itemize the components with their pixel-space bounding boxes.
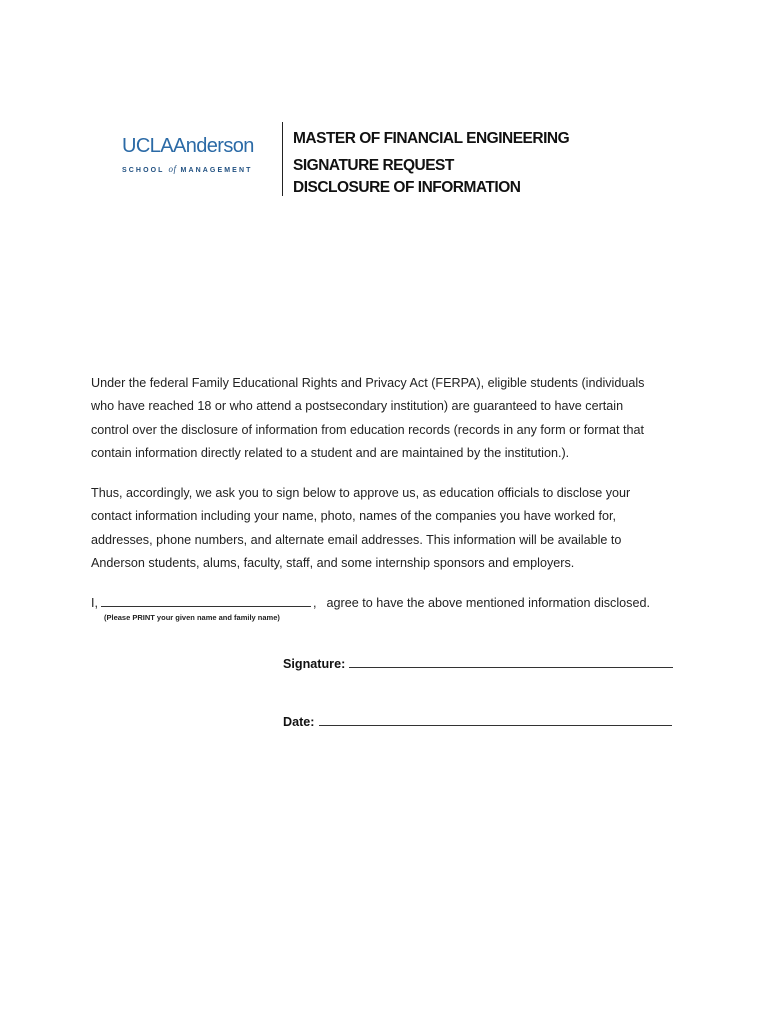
paragraph-line: who have reached 18 or who attend a postsecondary institution) are guaranteed to have certain	[91, 399, 624, 414]
paragraph-line: control over the disclosure of information from education records (records in any form or format that	[91, 422, 644, 437]
paragraph-line: Thus, accordingly, we ask you to sign below to approve us, as education officials to disclose your	[91, 486, 631, 500]
date-field[interactable]	[319, 713, 672, 726]
ucla-anderson-logo	[122, 134, 272, 174]
header-divider	[282, 122, 283, 196]
consent-prefix: I,	[91, 596, 98, 610]
paragraph-line: contact information including your name, photo, names of the companies you have worked for,	[91, 509, 617, 524]
ferpa-paragraph	[91, 372, 681, 465]
printed-name-field[interactable]	[101, 594, 311, 607]
program-title: MASTER OF FINANCIAL ENGINEERING	[293, 130, 570, 147]
form-title: SIGNATURE REQUEST	[293, 157, 454, 174]
consent-explanation-paragraph	[91, 482, 681, 575]
document-title-block	[293, 128, 569, 199]
paragraph-line: contain information directly related to a student and are maintained by the institution.).	[91, 445, 570, 460]
signature-field[interactable]	[349, 655, 673, 668]
date-row	[283, 713, 672, 729]
paragraph-line: Anderson students, alums, faculty, staff, and some internship sponsors and employers.	[91, 555, 575, 570]
logo-wordmark: UCLAAnderson	[122, 135, 254, 157]
date-label: Date:	[283, 715, 315, 729]
paragraph-line: addresses, phone numbers, and alternate email addresses. This information will be available to	[91, 532, 622, 547]
printed-name-hint: (Please PRINT your given name and family name)	[104, 613, 280, 622]
consent-statement	[91, 594, 650, 610]
consent-agree-text: agree to have the above mentioned information disclosed.	[326, 596, 650, 610]
logo-school-post: MANAGEMENT	[180, 167, 253, 174]
signature-row	[283, 655, 673, 671]
logo-school-pre: SCHOOL	[122, 167, 165, 174]
logo-school-of: of	[168, 164, 177, 174]
consent-comma: ,	[313, 596, 317, 610]
logo-school-line	[122, 164, 272, 174]
paragraph-line: Under the federal Family Educational Rights and Privacy Act (FERPA), eligible students (individuals	[91, 376, 645, 390]
form-subtitle: DISCLOSURE OF INFORMATION	[293, 179, 521, 196]
signature-label: Signature:	[283, 657, 346, 671]
